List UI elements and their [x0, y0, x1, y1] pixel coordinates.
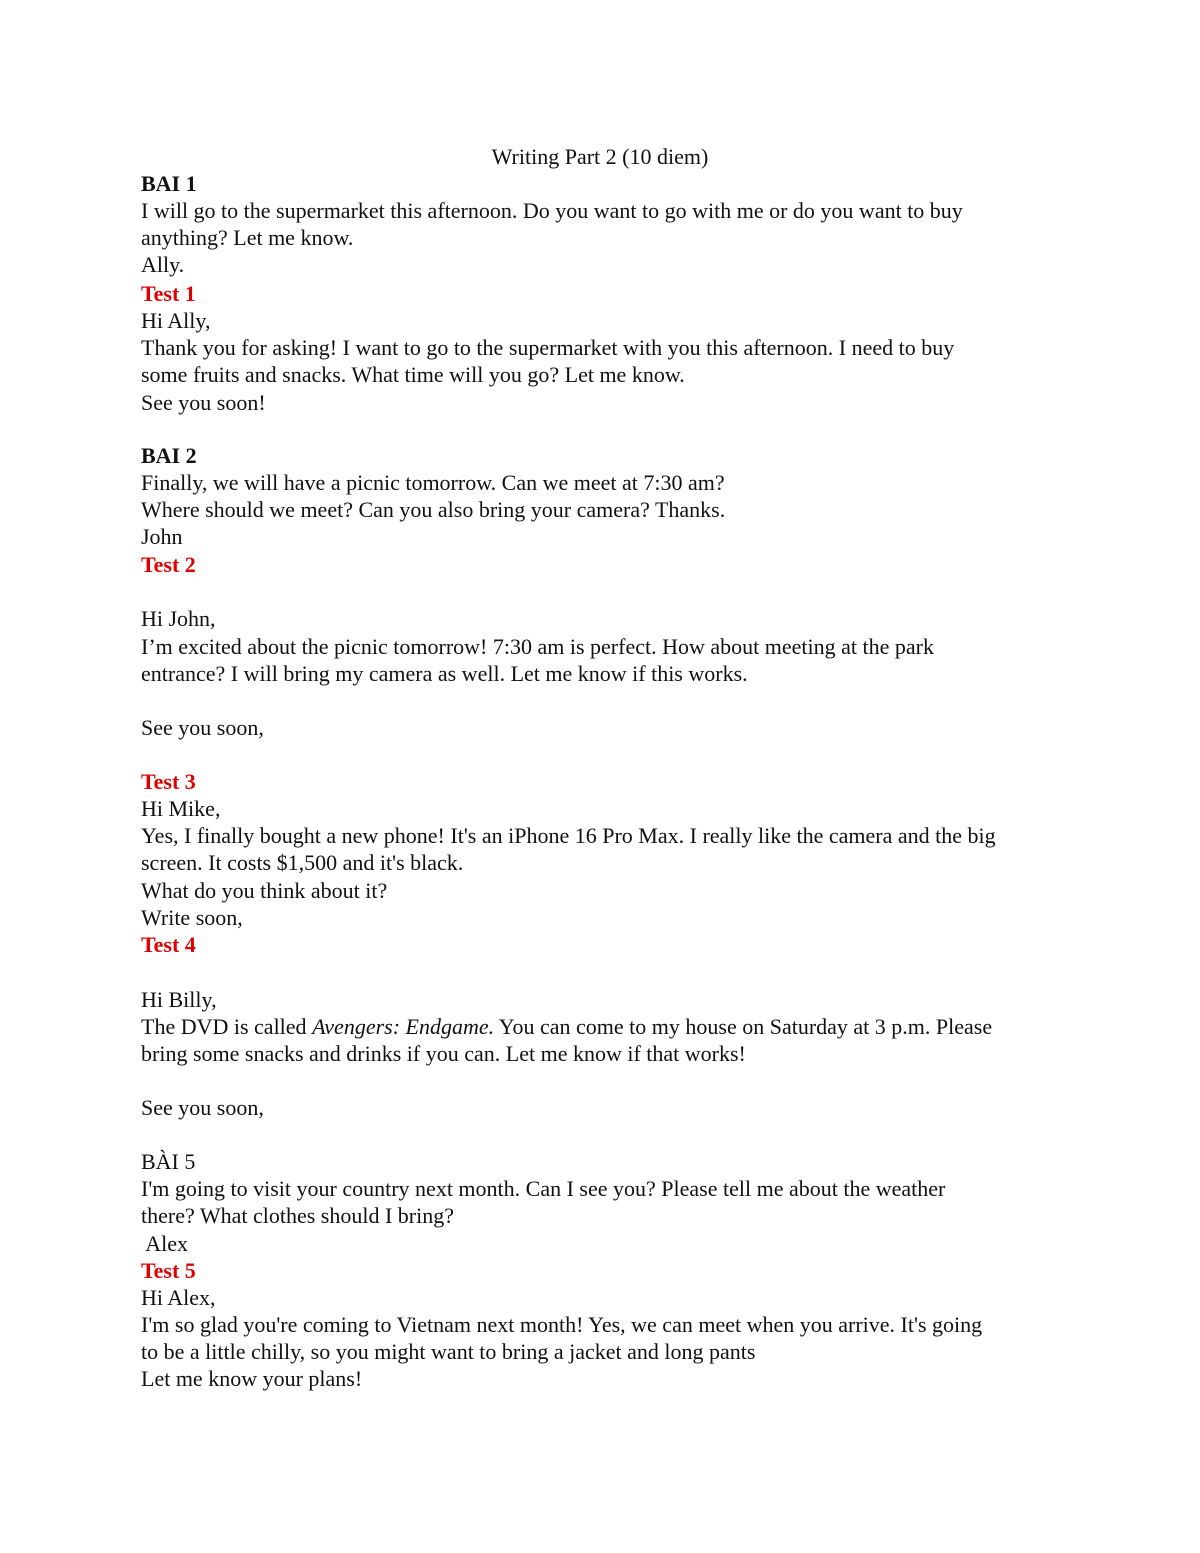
test-3-line: Yes, I finally bought a new phone! It's an iPhone 16 Pro Max. I really like the camera and the big — [141, 823, 996, 848]
bai-2-heading: BAI 2 — [141, 443, 197, 468]
test-2-heading: Test 2 — [141, 552, 196, 577]
test-2-greeting: Hi John, — [141, 606, 216, 631]
test-4-line-text: You can come to my house on Saturday at 3 p.m. Please — [494, 1014, 993, 1039]
bai-1-signature: Ally. — [141, 252, 185, 277]
test-4-closing: See you soon, — [141, 1095, 264, 1120]
test-4-line — [141, 1013, 992, 1040]
test-5-heading: Test 5 — [141, 1258, 196, 1283]
test-5-greeting: Hi Alex, — [141, 1285, 216, 1310]
test-3-closing: Write soon, — [141, 905, 243, 930]
bai-1-line: I will go to the supermarket this afternoon. Do you want to go with me or do you want to buy — [141, 198, 963, 223]
test-5-line: to be a little chilly, so you might want to bring a jacket and long pants — [141, 1339, 756, 1364]
bai-1-line: anything? Let me know. — [141, 225, 354, 250]
test-3-line: screen. It costs $1,500 and it's black. — [141, 850, 464, 875]
test-3-greeting: Hi Mike, — [141, 796, 221, 821]
test-5-line: I'm so glad you're coming to Vietnam next month! Yes, we can meet when you arrive. It's going — [141, 1312, 983, 1337]
test-4-line: bring some snacks and drinks if you can. Let me know if that works! — [141, 1041, 746, 1066]
test-2-line: entrance? I will bring my camera as well. Let me know if this works. — [141, 661, 748, 686]
test-1-heading: Test 1 — [141, 281, 196, 306]
bai-5-line: I'm going to visit your country next month. Can I see you? Please tell me about the weather — [141, 1176, 946, 1201]
bai-2-line: Finally, we will have a picnic tomorrow. Can we meet at 7:30 am? — [141, 470, 725, 495]
test-2-line: I’m excited about the picnic tomorrow! 7:30 am is perfect. How about meeting at the park — [141, 634, 934, 659]
bai-5-line: there? What clothes should I bring? — [141, 1203, 454, 1228]
document-title: Writing Part 2 (10 diem) — [491, 144, 709, 169]
test-3-line: What do you think about it? — [141, 878, 388, 903]
bai-2-line: Where should we meet? Can you also bring your camera? Thanks. — [141, 497, 726, 522]
test-3-heading: Test 3 — [141, 769, 196, 794]
bai-1-heading: BAI 1 — [141, 171, 197, 196]
bai-5-heading: BÀI 5 — [141, 1149, 196, 1174]
test-4-greeting: Hi Billy, — [141, 987, 217, 1012]
test-1-greeting: Hi Ally, — [141, 308, 211, 333]
movie-title: Avengers: Endgame. — [312, 1014, 495, 1039]
test-4-line-text: The DVD is called — [141, 1014, 313, 1039]
test-1-line: Thank you for asking! I want to go to the supermarket with you this afternoon. I need to buy — [141, 335, 955, 360]
bai-5-signature: Alex — [141, 1231, 189, 1256]
bai-2-signature: John — [141, 524, 183, 549]
test-1-closing: See you soon! — [141, 390, 266, 415]
test-2-closing: See you soon, — [141, 715, 264, 740]
test-5-closing: Let me know your plans! — [141, 1366, 363, 1391]
test-4-heading: Test 4 — [141, 932, 196, 957]
test-1-line: some fruits and snacks. What time will you go? Let me know. — [141, 362, 685, 387]
